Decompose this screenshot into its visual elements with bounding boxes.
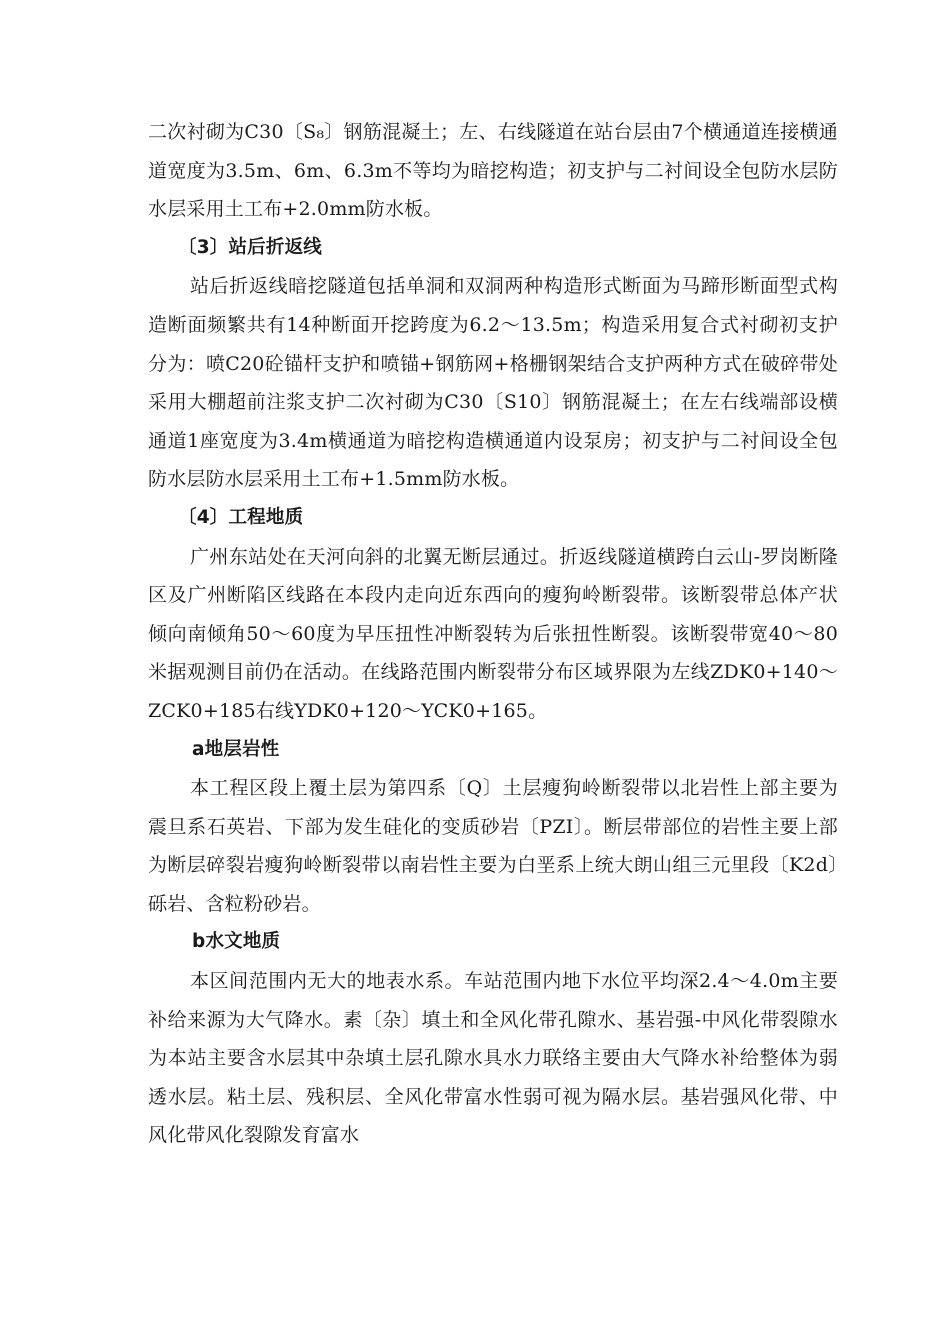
- heading-turnback-line: 〔3〕站后折返线: [178, 236, 322, 258]
- paragraph-engineering-geology: 广州东站处在天河向斜的北翼无断层通过。折返线隧道横跨白云山-罗岗断隆区及广州断陷区线路在本段内走向近东西向的瘦狗岭断裂带。该断裂带总体产状倾向南倾角50～60度为早压扭性冲断裂转为后张扭性断裂。该断裂带宽40～80米据观测目前仍在活动。在线路范围内断裂带分布区域界限为左线ZDK0+140～ZCK0+185右线YDK0+120～YCK0+165。: [148, 545, 838, 722]
- paragraph-turnback-line: 站后折返线暗挖隧道包括单洞和双洞两种构造形式断面为马蹄形断面型式构造断面频繁共有14种断面开挖跨度为6.2～13.5m；构造采用复合式衬砌初支护分为：喷C20砼锚杆支护和喷锚+钢筋网+格栅钢架结合支护两种方式在破碎带处采用大棚超前注浆支护二次衬砌为C30〔S10〕钢筋混凝土；在左右线端部设横通道1座宽度为3.4m横通道为暗挖构造横通道内设泵房；初支护与二衬间设全包防水层防水层采用土工布+1.5mm防水板。: [148, 275, 838, 491]
- paragraph-stratum-lithology: 本工程区段上覆土层为第四系〔Q〕土层瘦狗岭断裂带以北岩性上部主要为震旦系石英岩、下部为发生硅化的变质砂岩〔PZI〕。断层带部位的岩性主要上部为断层碎裂岩瘦狗岭断裂带以南岩性主要为白垩系上统大朗山组三元里段〔K2d〕砾岩、含粒粉砂岩。: [148, 777, 838, 915]
- paragraph-hydrogeology: 本区间范围内无大的地表水系。车站范围内地下水位平均深2.4～4.0m主要补给来源为大气降水。素〔杂〕填土和全风化带孔隙水、基岩强-中风化带裂隙水为本站主要含水层其中杂填土层孔隙水具水力联络主要由大气降水补给整体为弱透水层。粘土层、残积层、全风化带富水性弱可视为隔水层。基岩强风化带、中风化带风化裂隙发育富水: [148, 970, 838, 1147]
- heading-engineering-geology: 〔4〕工程地质: [178, 506, 304, 528]
- heading-hydrogeology: b水文地质: [192, 931, 281, 953]
- heading-stratum-lithology: a地层岩性: [192, 738, 280, 760]
- paragraph-lining-spec: 二次衬砌为C30〔S₈〕钢筋混凝土；左、右线隧道在站台层由7个横通道连接横通道宽度为3.5m、6m、6.3m不等均为暗挖构造；初支护与二衬间设全包防水层防水层采用土工布+2.0mm防水板。: [148, 121, 838, 221]
- document-page: [148, 113, 838, 1155]
